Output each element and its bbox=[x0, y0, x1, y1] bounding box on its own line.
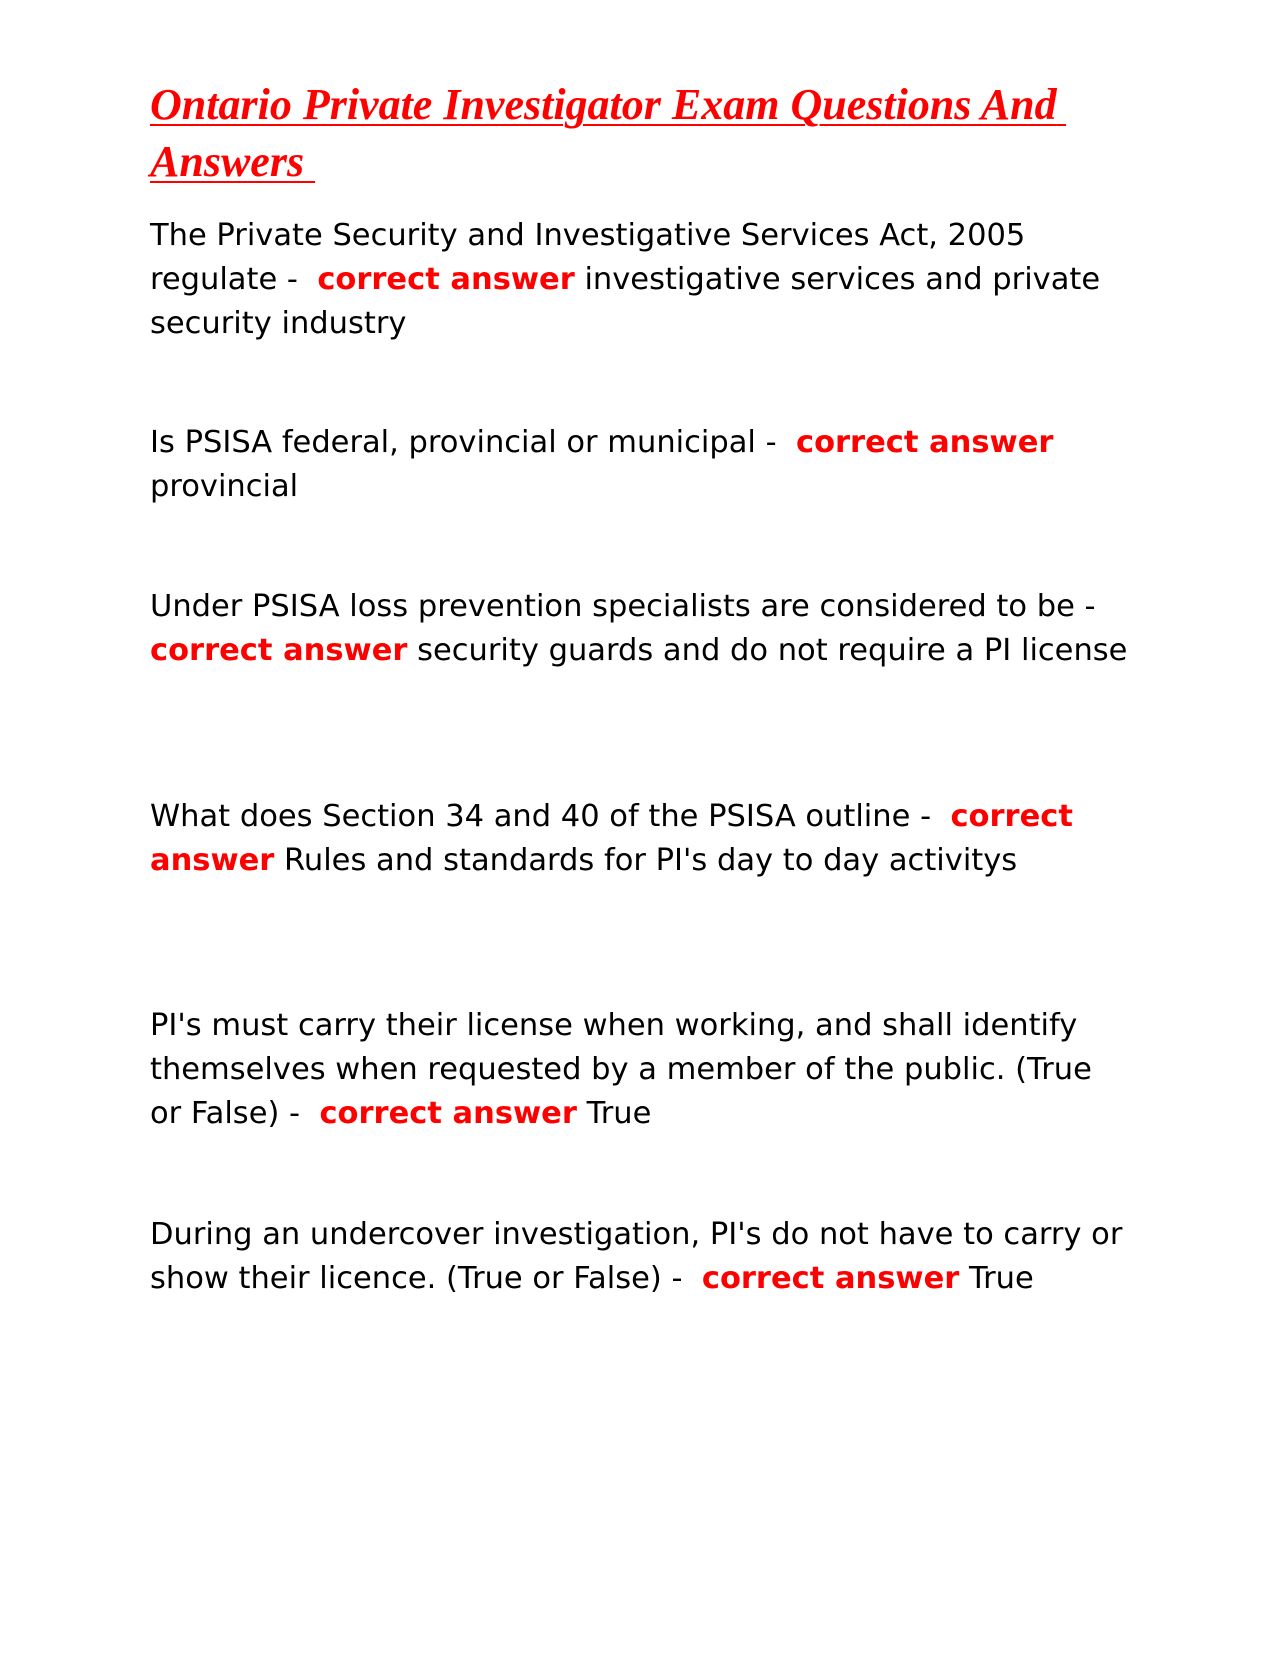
question-text: During an undercover investigation, PI's do not have to carry or show their licence. (True or False) - bbox=[150, 1217, 1133, 1296]
qa-item bbox=[150, 795, 1130, 883]
question-text: Is PSISA federal, provincial or municipal - bbox=[150, 425, 796, 460]
answer-text: True bbox=[576, 1096, 652, 1131]
answer-text: security guards and do not require a PI license bbox=[407, 633, 1128, 668]
answer-text: investigative services and private security industry bbox=[150, 262, 1110, 341]
answer-text: Rules and standards for PI's day to day activitys bbox=[274, 843, 1018, 878]
qa-item bbox=[150, 421, 1130, 509]
correct-answer-marker: correct answer bbox=[319, 1096, 577, 1131]
question-text: Under PSISA loss prevention specialists are considered to be - bbox=[150, 589, 1115, 624]
qa-item bbox=[150, 214, 1130, 346]
qa-item bbox=[150, 1004, 1130, 1136]
correct-answer-marker: correct answer bbox=[150, 633, 408, 668]
correct-answer-marker: correct answer bbox=[795, 425, 1054, 460]
qa-item bbox=[150, 1213, 1133, 1301]
answer-text: True bbox=[959, 1261, 1034, 1296]
qa-item bbox=[150, 585, 1130, 673]
document-title: Ontario Private Investigator Exam Questions And Answers bbox=[150, 80, 1066, 186]
question-text: What does Section 34 and 40 of the PSISA outline - bbox=[150, 799, 951, 834]
correct-answer-marker: correct answer bbox=[150, 799, 1084, 878]
correct-answer-marker: correct answer bbox=[701, 1261, 960, 1296]
question-text: PI's must carry their license when working, and shall identify themselves when requested by a member of the public. (True or False) - bbox=[150, 1008, 1102, 1131]
question-text: The Private Security and Investigative Services Act, 2005 regulate - bbox=[150, 218, 1035, 297]
correct-answer-marker: correct answer bbox=[317, 262, 575, 297]
answer-text: provincial bbox=[150, 425, 1064, 504]
